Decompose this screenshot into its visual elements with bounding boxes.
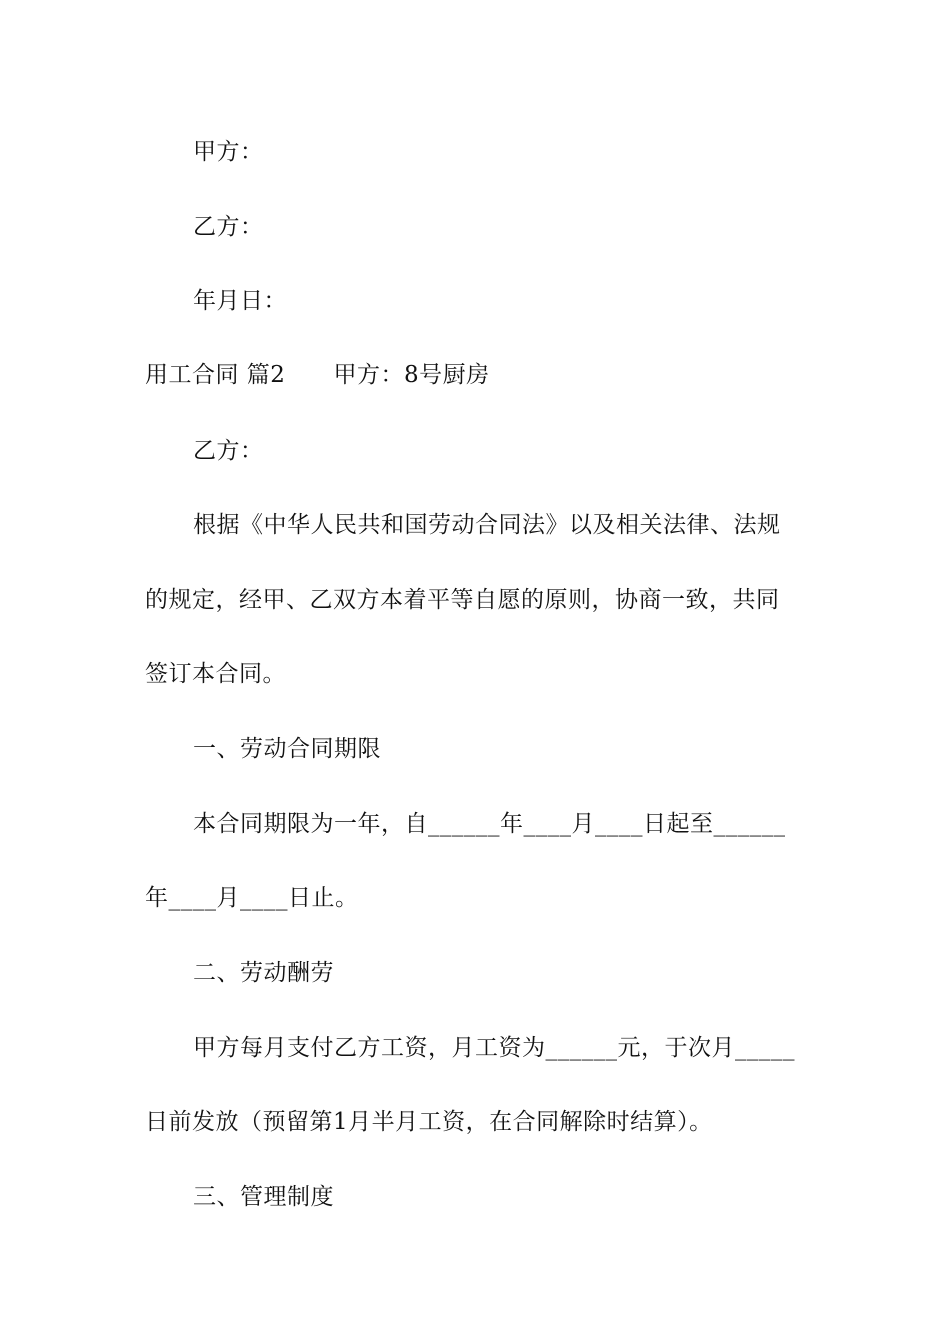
date-signature-line: 年月日： xyxy=(193,288,287,314)
intro-paragraph-line-1: 根据《中华人民共和国劳动合同法》以及相关法律、法规 xyxy=(193,512,781,538)
pay-line-1: 甲方每月支付乙方工资，月工资为______元，于次月_____ xyxy=(193,1035,795,1061)
section-title: 用工合同 篇2 xyxy=(145,362,286,388)
party-b-signature-line: 乙方： xyxy=(193,214,264,240)
section-heading-line xyxy=(145,360,810,390)
party-a-name: 甲方：8号厨房 xyxy=(333,362,490,388)
party-b-label: 乙方： xyxy=(193,438,264,464)
heading-contract-term: 一、劳动合同期限 xyxy=(193,736,381,762)
term-line-2: 年____月____日止。 xyxy=(145,885,359,911)
heading-management-system: 三、管理制度 xyxy=(193,1184,334,1210)
party-a-signature-line: 甲方： xyxy=(193,139,264,165)
term-line-1: 本合同期限为一年，自______年____月____日起至______ xyxy=(193,811,786,837)
pay-line-2: 日前发放（预留第1月半月工资，在合同解除时结算）。 xyxy=(145,1109,713,1135)
heading-labor-pay: 二、劳动酬劳 xyxy=(193,960,334,986)
intro-paragraph-line-2: 的规定，经甲、乙双方本着平等自愿的原则，协商一致，共同 xyxy=(145,587,780,613)
intro-paragraph-line-3: 签订本合同。 xyxy=(145,661,286,687)
